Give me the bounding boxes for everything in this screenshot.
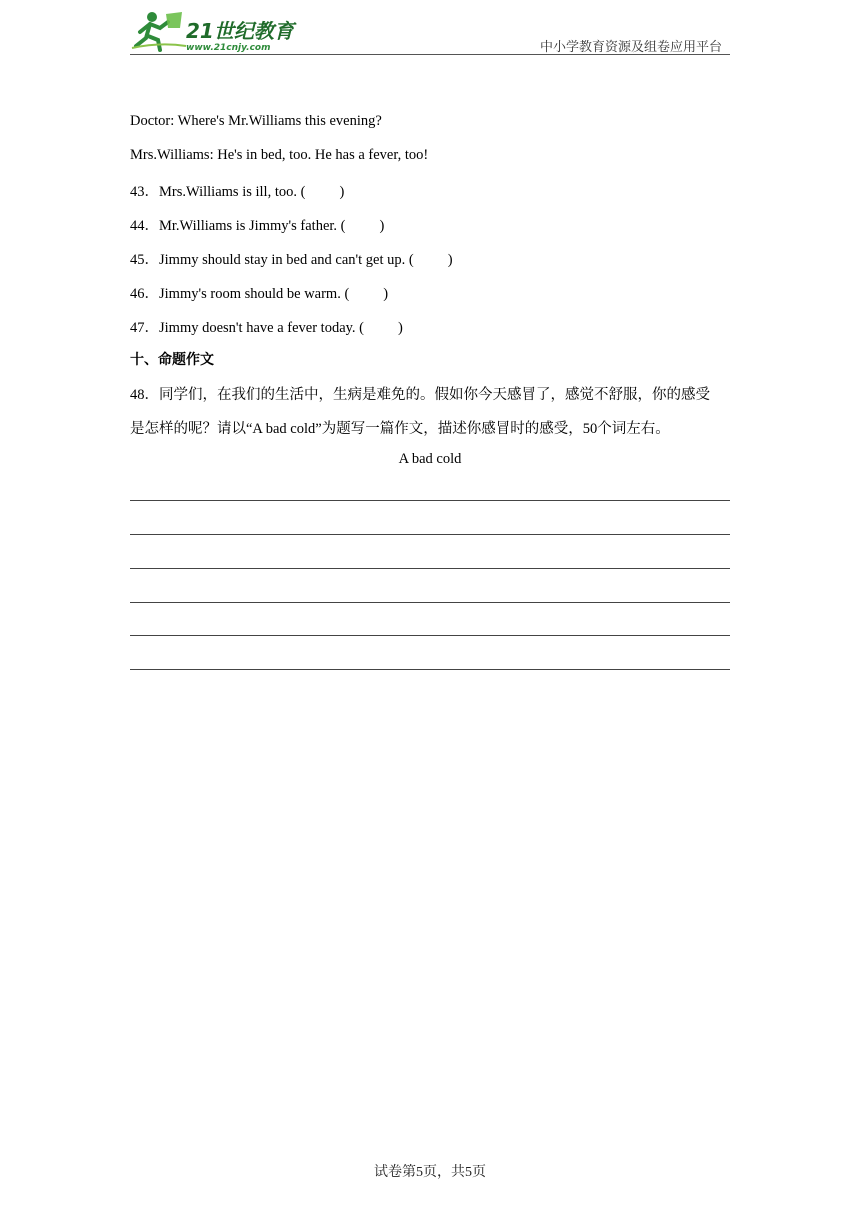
writing-line[interactable] (130, 635, 730, 636)
paren-close: ) (447, 252, 453, 268)
composition-prompt-line-2: 是怎样的呢？请以“A bad cold”为题写一篇作文，描述你感冒时的感受，50个词左右。 (130, 421, 670, 437)
paren-close: ) (339, 184, 345, 200)
question-number: 44． (130, 218, 159, 234)
writing-line[interactable] (130, 534, 730, 535)
header-platform-text: 中小学教育资源及组卷应用平台 (539, 39, 722, 54)
question-number: 45． (130, 252, 159, 268)
site-logo (130, 8, 300, 54)
composition-title: A bad cold (398, 451, 462, 467)
question-text: Jimmy's room should be warm. ( (159, 286, 350, 302)
question-46 (130, 282, 388, 303)
question-43 (130, 180, 344, 201)
question-text: Mrs.Williams is ill, too. ( (159, 184, 306, 200)
page-footer: 试卷第5页，共5页 (374, 1165, 486, 1180)
section-heading: 十、命题作文 (130, 352, 214, 368)
question-44 (130, 214, 384, 235)
question-number: 46． (130, 286, 159, 302)
question-number: 47． (130, 320, 159, 336)
question-47 (130, 316, 403, 337)
svg-text:21世纪教育: 21世纪教育 (186, 19, 294, 43)
question-text: Jimmy should stay in bed and can't get up. ( (159, 252, 414, 268)
writing-line[interactable] (130, 669, 730, 670)
writing-line[interactable] (130, 602, 730, 603)
question-number: 43． (130, 184, 159, 200)
paren-close: ) (398, 320, 403, 336)
runner-logo-icon (130, 8, 300, 54)
question-text: Mr.Williams is Jimmy's father. ( (159, 218, 346, 234)
dialogue-line: Doctor: Where's Mr.Williams this evening? (130, 113, 382, 129)
paren-close: ) (379, 218, 385, 234)
dialogue-line: Mrs.Williams: He's in bed, too. He has a fever, too! (130, 147, 429, 163)
paren-close: ) (383, 286, 389, 302)
writing-line[interactable] (130, 500, 730, 501)
composition-prompt-line-1: 48．同学们，在我们的生活中，生病是难免的。假如你今天感冒了，感觉不舒服，你的感受 (130, 387, 710, 403)
svg-text:www.21cnjy.com: www.21cnjy.com (186, 43, 271, 53)
question-45 (130, 248, 453, 269)
writing-line[interactable] (130, 568, 730, 569)
question-text: Jimmy doesn't have a fever today. ( (159, 320, 365, 336)
header-divider (130, 54, 730, 55)
page-header (130, 8, 730, 56)
